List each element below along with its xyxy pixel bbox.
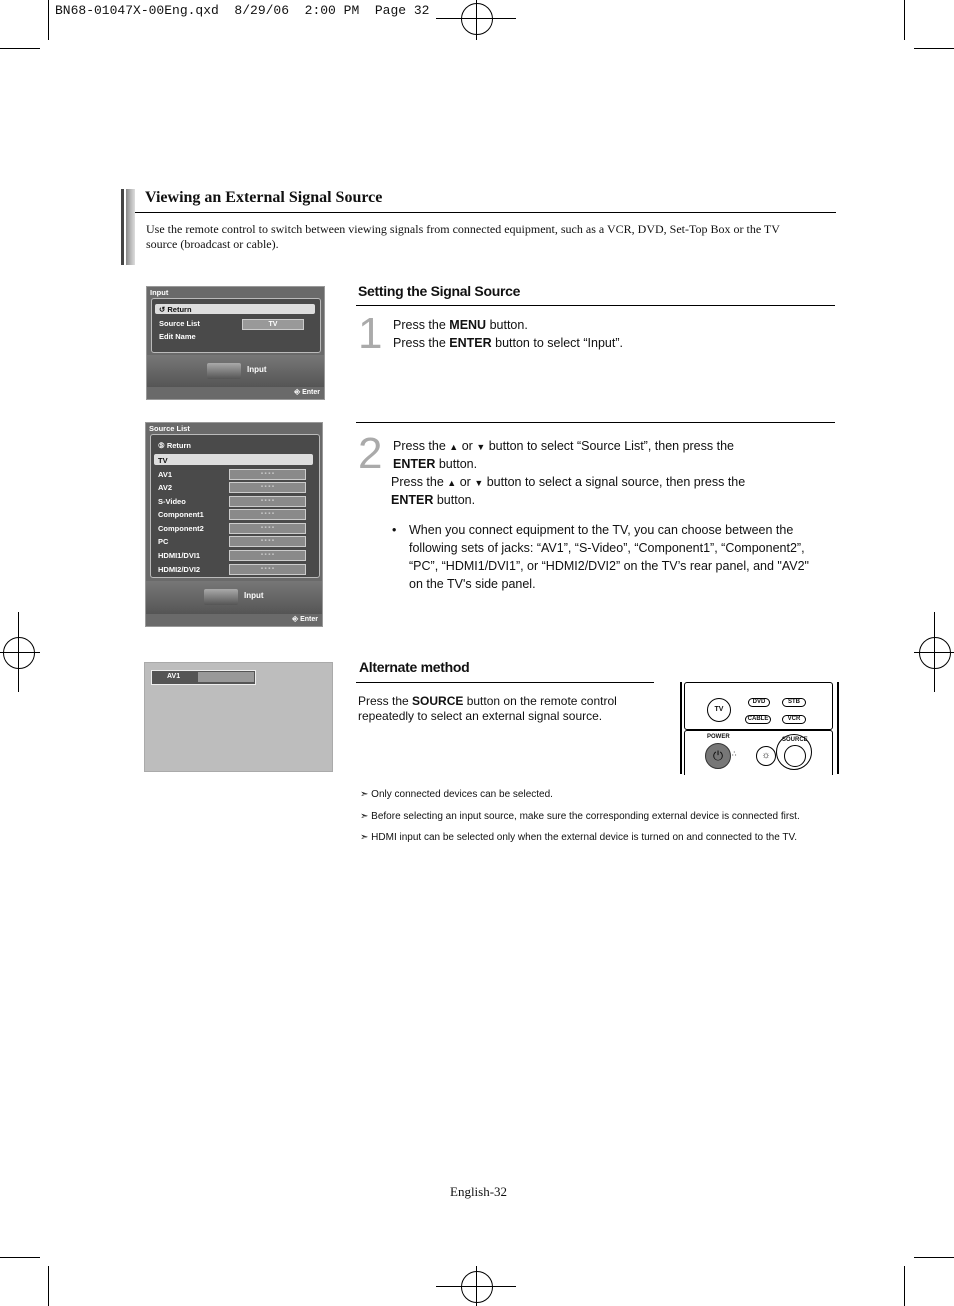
input-device-icon <box>204 589 238 605</box>
osd-item-edit-name: Edit Name <box>159 332 196 341</box>
input-device-icon <box>207 363 241 379</box>
osd-source-item: S-Video <box>158 497 186 506</box>
step-2-line-b2: ENTER button. <box>391 493 476 507</box>
remote-control <box>680 682 839 774</box>
dvd-button: DVD <box>748 698 770 707</box>
osd-enter-hint: ⎆ Enter <box>294 389 320 396</box>
up-arrow-icon: ▲ <box>447 478 457 488</box>
osd-footer-label: Input <box>247 365 267 374</box>
osd-source-value: - - - - <box>229 564 306 575</box>
osd-enter-hint: ⎆ Enter <box>292 616 318 623</box>
osd-footer-label: Input <box>244 591 264 600</box>
step-1-line-2: Press the ENTER button to select “Input”. <box>393 336 623 350</box>
note-arrow-icon: ➣ <box>360 811 369 822</box>
setting-heading: Setting the Signal Source <box>358 283 521 299</box>
osd-source-item: TV <box>158 456 168 465</box>
note-arrow-icon: ➣ <box>360 789 369 800</box>
tv-button: TV <box>707 698 731 722</box>
osd-source-value: - - - - <box>229 550 306 561</box>
power-icon: ⏻ <box>705 743 731 769</box>
note-arrow-icon: ➣ <box>360 832 369 843</box>
stb-button: STB <box>782 698 806 707</box>
step-2-line-a: Press the ▲ or ▼ button to select “Source List”, then press the <box>393 439 734 453</box>
osd-source-item: PC <box>158 537 169 546</box>
step-2-line-a2: ENTER button. <box>393 457 478 471</box>
osd-source-item: HDMI1/DVI1 <box>158 551 201 560</box>
alternate-text: Press the SOURCE button on the remote control repeatedly to select an external signal source. <box>358 694 617 723</box>
osd-source-value: - - - - <box>229 469 306 480</box>
note-item: ➣ Only connected devices can be selected. <box>360 789 553 800</box>
title-accent-bar <box>121 189 135 265</box>
osd-av1-label: AV1 <box>167 673 181 680</box>
light-bulb-icon: ☼ <box>756 746 776 766</box>
osd-source-list <box>145 422 323 627</box>
osd-header: Source List <box>149 424 190 433</box>
note-item: ➣ Before selecting an input source, make sure the corresponding external device is connected first. <box>360 811 800 822</box>
osd-item-return: ↺ Return <box>159 305 192 314</box>
osd-item-return: ⑤ Return <box>158 441 191 450</box>
osd-source-value: - - - - <box>229 509 306 520</box>
setting-rule <box>356 305 835 306</box>
cable-button: CABLE <box>745 715 771 724</box>
osd-source-item: AV2 <box>158 483 173 492</box>
osd-source-item: HDMI2/DVI2 <box>158 565 201 574</box>
osd-source-value: TV <box>242 319 304 330</box>
file-header: BN68-01047X-00Eng.qxd 8/29/06 2:00 PM Page 32 <box>55 3 430 18</box>
intro-text: Use the remote control to switch between viewing signals from connected equipment, such as a VCR, DVD, Set-Top Box or the TV source (broadcast or cable). <box>146 222 780 251</box>
step-1-line-1: Press the MENU button. <box>393 318 528 332</box>
osd-source-item: Component2 <box>158 524 204 533</box>
sensor-dots-icon: ∴ <box>732 751 736 758</box>
osd-source-item: AV1 <box>158 470 173 479</box>
osd-input-menu <box>146 286 325 400</box>
alternate-heading: Alternate method <box>359 659 470 675</box>
section-title: Viewing an External Signal Source <box>145 189 383 206</box>
step-1-number: 1 <box>358 309 383 358</box>
bullet-marker: • <box>392 523 397 537</box>
osd-item-source-list: Source List <box>159 319 200 328</box>
page-number: English-32 <box>450 1184 508 1199</box>
power-label: POWER <box>707 734 730 740</box>
alternate-rule <box>356 682 654 683</box>
title-rule <box>135 212 836 213</box>
osd-av1-screen <box>144 662 333 772</box>
osd-source-item: Component1 <box>158 510 204 519</box>
osd-source-value: - - - - <box>229 482 306 493</box>
osd-source-value: - - - - <box>229 523 306 534</box>
osd-header: Input <box>150 288 169 297</box>
down-arrow-icon: ▼ <box>476 442 486 452</box>
osd-source-value: - - - - <box>229 536 306 547</box>
step-2-number: 2 <box>358 429 383 478</box>
note-item: ➣ HDMI input can be selected only when the external device is turned on and connected to the TV. <box>360 832 797 843</box>
bullet-text: When you connect equipment to the TV, you can choose between the following sets of jacks: “AV1”, “S-Video”, “Component1”, “Component2”, “PC”, “HDMI1/DVI1”, or “HDMI2/DVI2” on the TV’s rear panel, and "AV2" on the TV's side panel. <box>409 523 809 591</box>
source-button: SOURCE <box>782 737 808 743</box>
osd-source-value: - - - - <box>229 496 306 507</box>
step-2-line-b: Press the ▲ or ▼ button to select a signal source, then press the <box>391 475 746 489</box>
down-arrow-icon: ▼ <box>474 478 484 488</box>
vcr-button: VCR <box>782 715 806 724</box>
up-arrow-icon: ▲ <box>449 442 459 452</box>
step-2-rule <box>356 422 835 423</box>
